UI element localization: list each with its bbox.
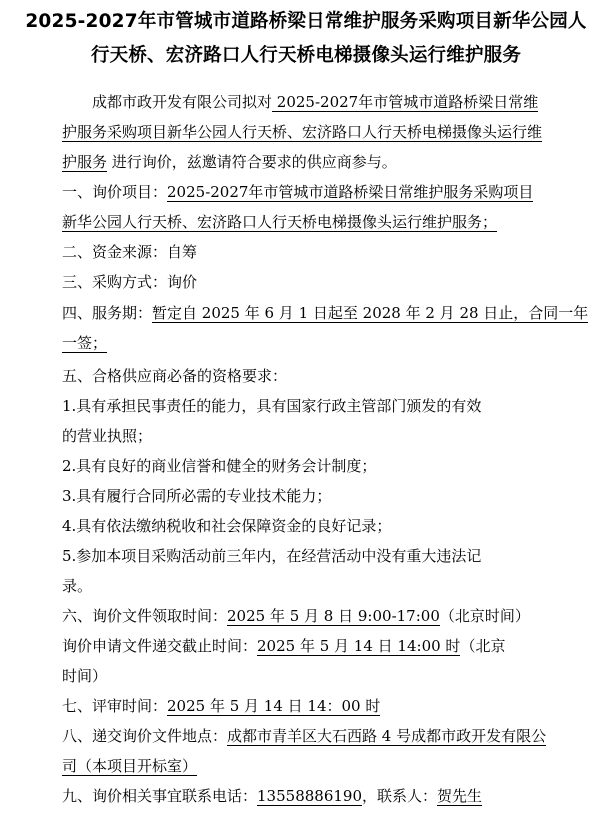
intro-line-1: 成都市政开发有限公司拟对 2025-2027年市管城市道路桥梁日常维 <box>92 93 539 111</box>
contact-person: 贺先生 <box>437 787 483 805</box>
requirement-4: 4.具有依法缴纳税收和社会保障资金的良好记录； <box>62 517 392 535</box>
item-method: 三、采购方式：询价 <box>62 273 198 291</box>
requirement-2: 2.具有良好的商业信誉和健全的财务会计制度； <box>62 457 377 475</box>
intro-line-3: 护服务 进行询价，兹邀请符合要求的供应商参与。 <box>62 153 397 171</box>
requirement-5: 5.参加本项目采购活动前三年内，在经营活动中没有重大违法记 <box>62 547 482 565</box>
requirement-1-cont: 的营业执照； <box>62 427 153 445</box>
project-name: 2025-2027年市管城市道路桥梁日常维 <box>272 93 539 111</box>
item-contact: 九、询价相关事宜联系电话：13558886190，联系人：贺先生 <box>62 787 483 805</box>
requirement-3: 3.具有履行合同所必需的专业技术能力； <box>62 487 332 505</box>
item-funding: 二、资金来源：自筹 <box>62 243 198 261</box>
contact-phone: 13558886190 <box>257 787 362 805</box>
title-line-2: 行天桥、宏济路口人行天桥电梯摄像头运行维护服务 <box>90 45 522 66</box>
title-line-1: 2025-2027年市管城市道路桥梁日常维护服务采购项目新华公园人 <box>25 11 587 32</box>
requirement-5-cont: 录。 <box>62 577 93 595</box>
intro-line-2: 护服务采购项目新华公园人行天桥、宏济路口人行天桥电梯摄像头运行维 <box>62 123 543 141</box>
qualifications-heading: 五、合格供应商必备的资格要求： <box>62 367 288 385</box>
item-review-time: 七、评审时间：2025 年 5 月 14 日 14：00 时 <box>62 697 381 715</box>
requirement-1: 1.具有承担民事责任的能力，具有国家行政主管部门颁发的有效 <box>62 397 482 415</box>
